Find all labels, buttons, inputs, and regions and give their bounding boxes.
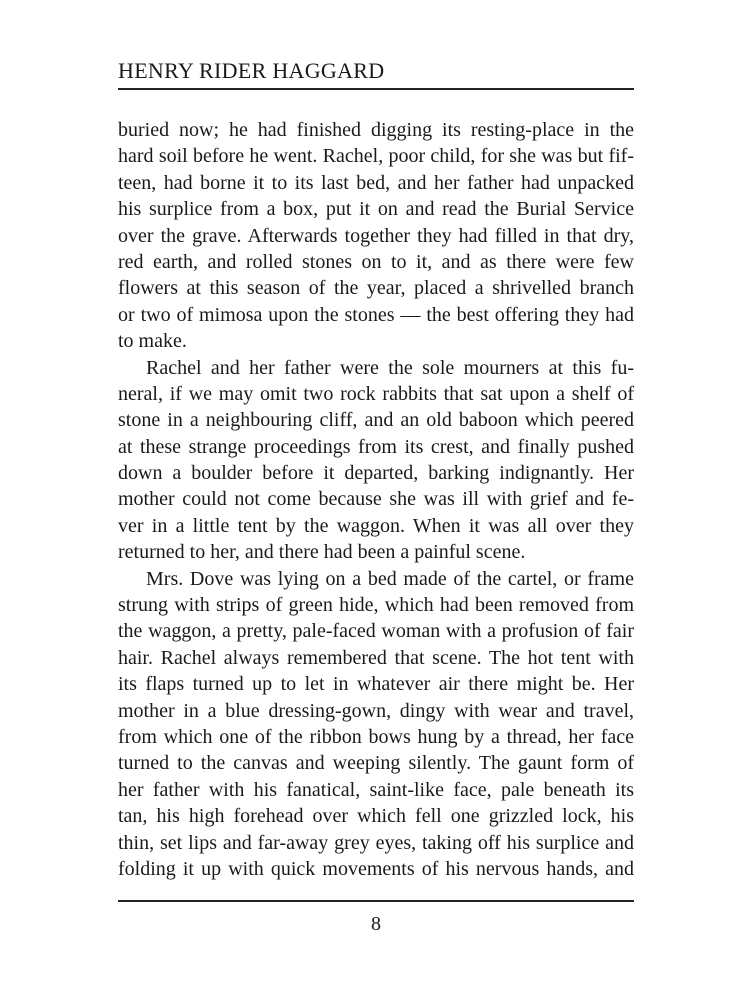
text-line: at these strange proceedings from its crest, and finally pushed [118, 435, 634, 458]
text-line: its flaps turned up to let in whatever air there might be. Her [118, 673, 634, 696]
text-line: the waggon, a pretty, pale-faced woman with a profusion of fair [118, 620, 634, 643]
text-line: hair. Rachel always remembered that scene. The hot tent with [118, 646, 634, 669]
text-line: Rachel and her father were the sole mourners at this fu- [146, 356, 634, 379]
text-line: his surplice from a box, put it on and read the Burial Service [118, 198, 634, 221]
header-rule [118, 88, 634, 90]
text-line: her father with his fanatical, saint-like face, pale beneath its [118, 778, 634, 801]
body-text [118, 117, 634, 882]
page-number: 8 [371, 913, 381, 935]
text-line: neral, if we may omit two rock rabbits that sat upon a shelf of [118, 382, 634, 405]
text-line: hard soil before he went. Rachel, poor child, for she was but fif- [118, 145, 634, 168]
text-line: thin, set lips and far-away grey eyes, taking off his surplice and [118, 831, 634, 854]
text-line: red earth, and rolled stones on to it, and as there were few [118, 250, 634, 273]
text-line: tan, his high forehead over which fell one grizzled lock, his [118, 805, 634, 828]
text-line: strung with strips of green hide, which had been removed from [118, 594, 634, 617]
text-line: ver in a little tent by the waggon. When it was all over they [118, 514, 634, 537]
text-line: over the grave. Afterwards together they had filled in that dry, [118, 224, 634, 247]
text-line: from which one of the ribbon bows hung by a thread, her face [118, 725, 634, 748]
text-line: returned to her, and there had been a painful scene. [118, 541, 526, 564]
running-head: HENRY RIDER HAGGARD [118, 58, 385, 83]
footer-rule [118, 900, 634, 902]
text-line: mother in a blue dressing-gown, dingy with wear and travel, [118, 699, 634, 722]
text-line: buried now; he had finished digging its resting-place in the [118, 119, 634, 141]
text-line: down a boulder before it departed, barking indignantly. Her [118, 462, 634, 485]
text-line: or two of mimosa upon the stones — the best offering they had [118, 303, 634, 326]
text-line: turned to the canvas and weeping silently. The gaunt form of [118, 752, 634, 775]
text-line: teen, had borne it to its last bed, and her father had unpacked [118, 171, 634, 194]
text-line: Mrs. Dove was lying on a bed made of the cartel, or frame [146, 567, 634, 590]
text-line: flowers at this season of the year, placed a shrivelled branch [118, 277, 634, 300]
text-line: mother could not come because she was ill with grief and fe- [118, 488, 634, 511]
text-line: folding it up with quick movements of his nervous hands, and [118, 857, 634, 880]
text-line: to make. [118, 330, 187, 353]
text-line: stone in a neighbouring cliff, and an old baboon which peered [118, 409, 634, 432]
